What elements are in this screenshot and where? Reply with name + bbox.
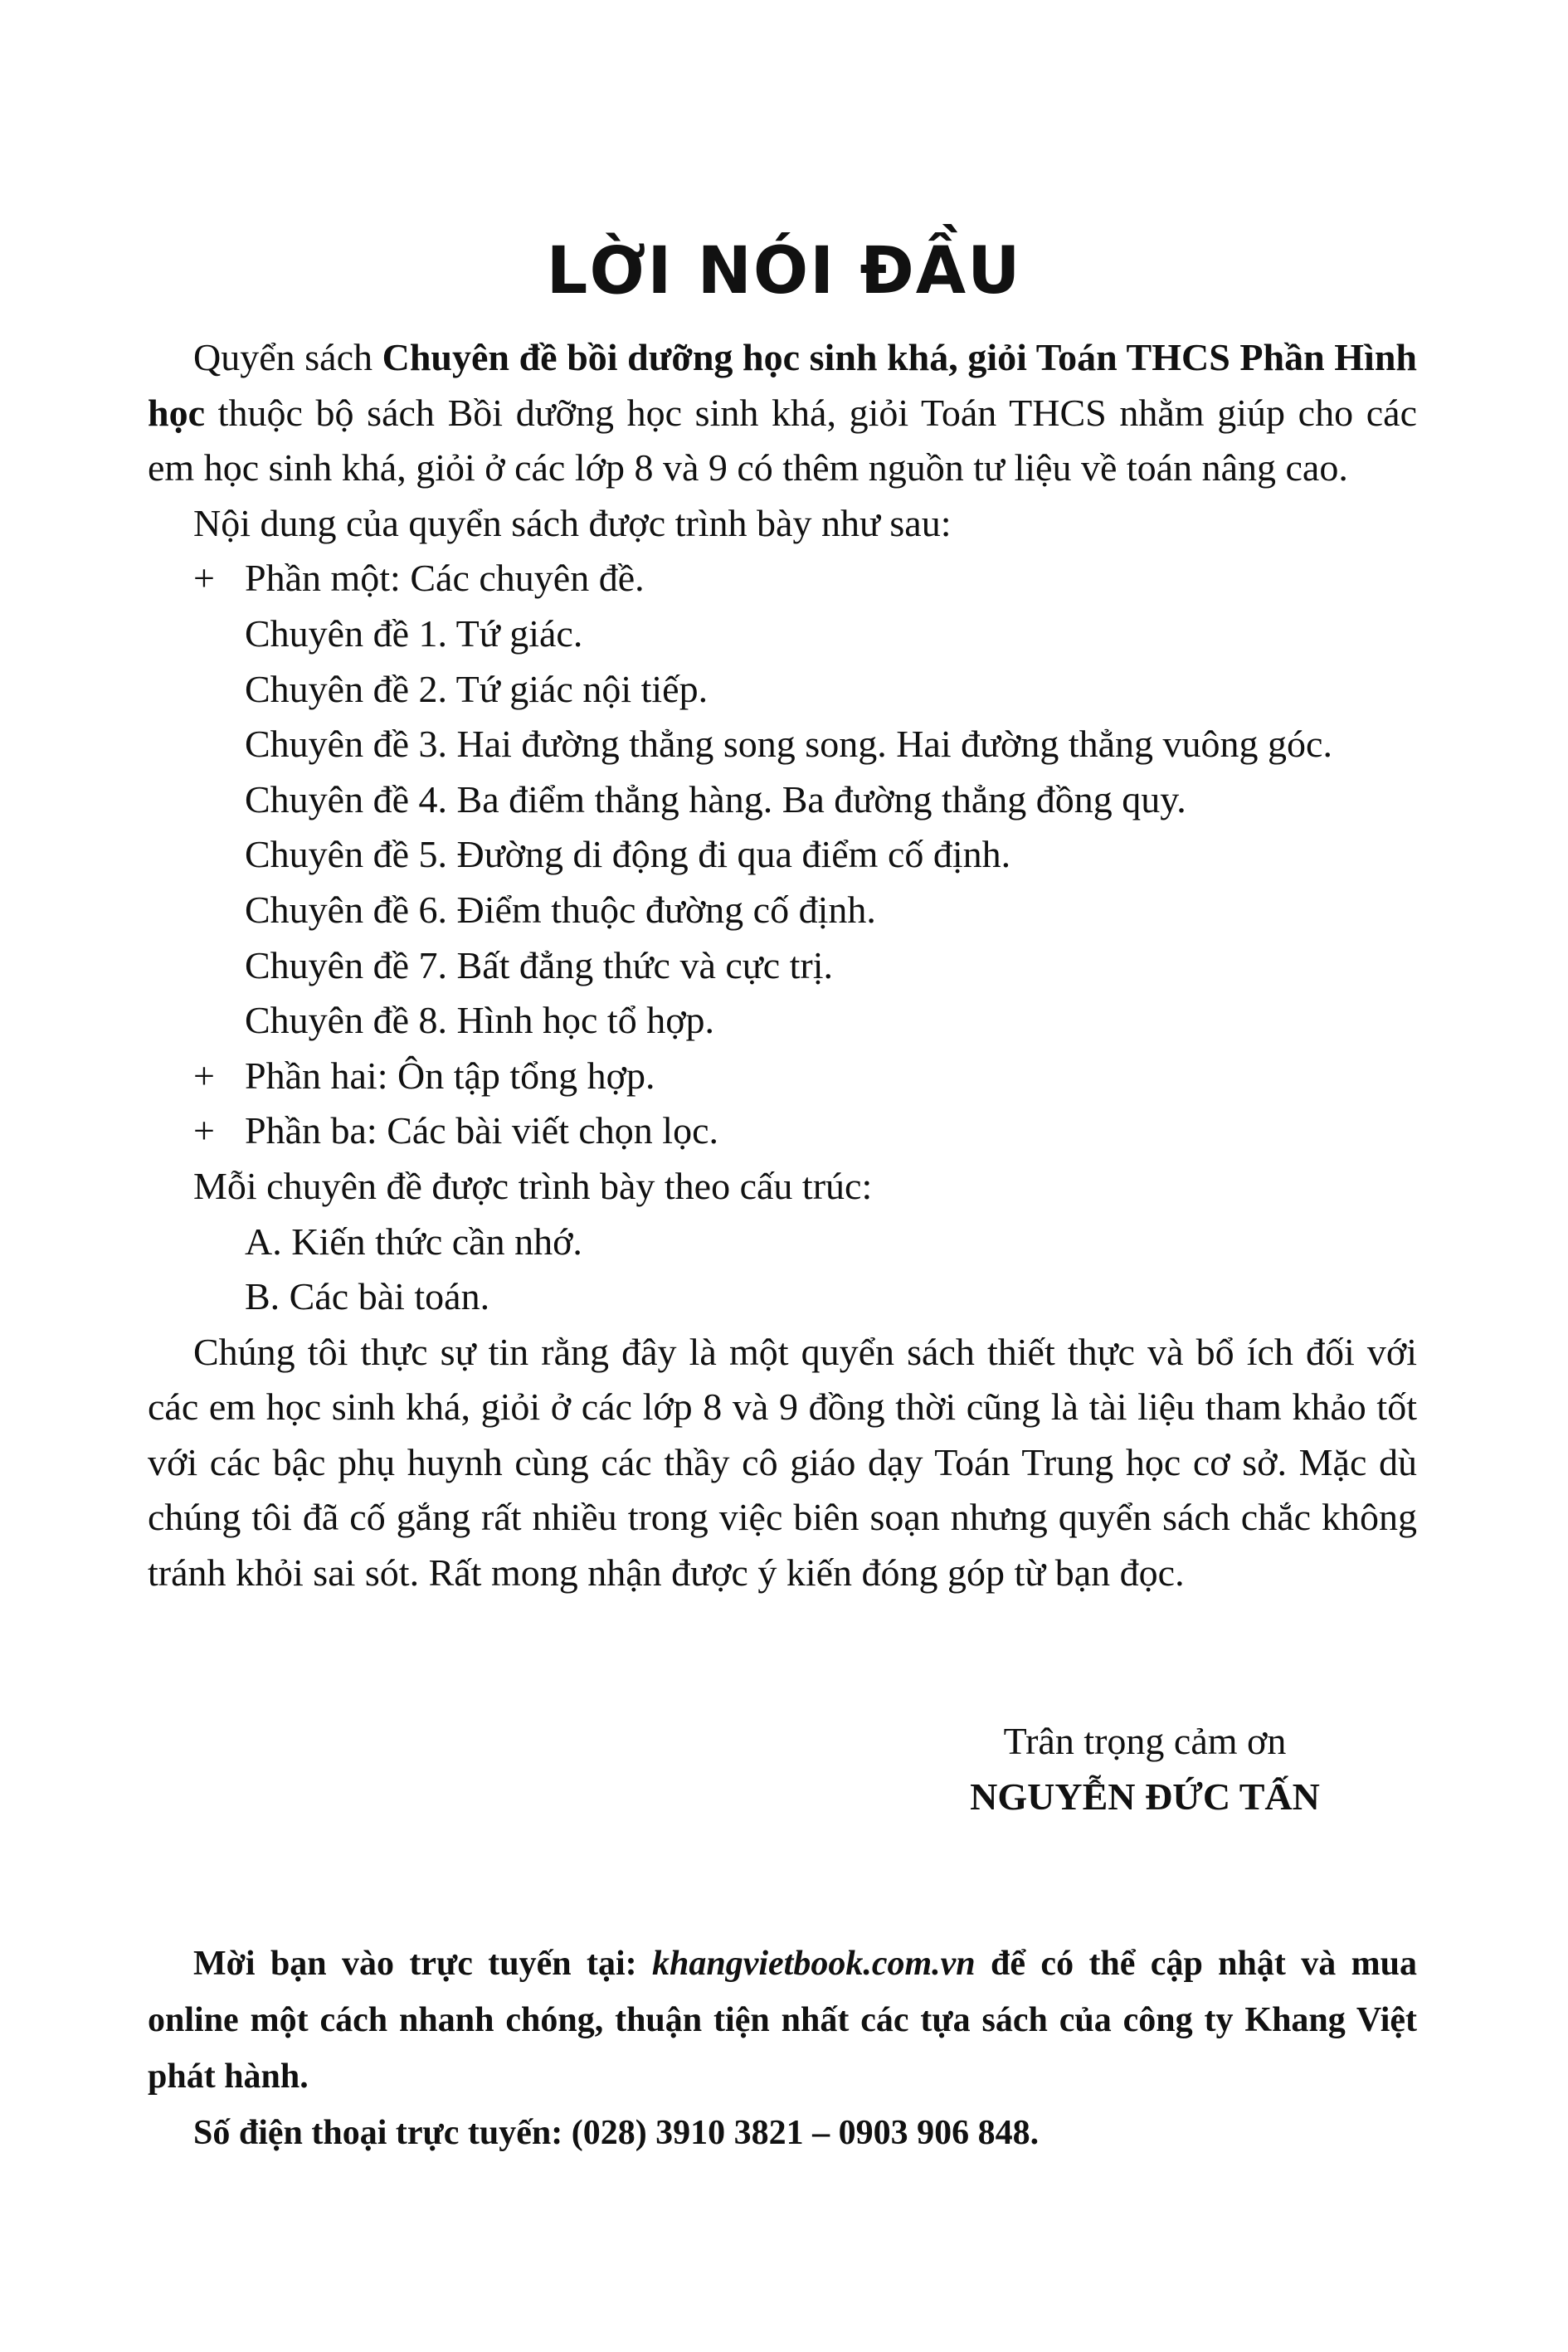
topic-item: Chuyên đề 7. Bất đẳng thức và cực trị. (245, 943, 834, 986)
part-one-item (148, 551, 1417, 606)
topic-item: Chuyên đề 3. Hai đường thẳng song song. Hai đường thẳng vuông góc. (245, 723, 1332, 766)
promo-prefix: Mời bạn vào trực tuyến tại: (193, 1945, 653, 1983)
structure-item: A. Kiến thức cần nhớ. (245, 1220, 582, 1263)
bullet-mark: + (193, 1109, 215, 1152)
topic-item: Chuyên đề 6. Điểm thuộc đường cố định. (245, 888, 876, 931)
part-two-label: Phần hai: Ôn tập tổng hợp. (245, 1054, 655, 1097)
topic-item: Chuyên đề 5. Đường di động đi qua điểm cố định. (245, 833, 1011, 876)
intro-prefix: Quyển sách (193, 336, 382, 378)
sign-off (913, 1714, 1377, 1824)
author-name-text: NGUYỄN ĐỨC TẤN (970, 1775, 1320, 1818)
thanks-line: Trân trọng cảm ơn (1003, 1720, 1287, 1762)
author-name (913, 1770, 1377, 1825)
topic-item: Chuyên đề 8. Hình học tổ hợp. (245, 999, 715, 1042)
intro-paragraph (148, 330, 1417, 496)
promo-suffix: để có thể cập nhật và mua online một cách nhanh chóng, thuận tiện nhất các tựa sách của công ty Khang Việt phát hành. (148, 1945, 1417, 2096)
bullet-mark: + (193, 1054, 215, 1097)
topic-item: Chuyên đề 4. Ba điểm thẳng hàng. Ba đường thẳng đồng quy. (245, 777, 1186, 821)
phone-line: Số điện thoại trực tuyến: (028) 3910 3821 – 0903 906 848. (193, 2114, 1040, 2152)
part-three-label: Phần ba: Các bài viết chọn lọc. (245, 1109, 719, 1152)
topic-item: Chuyên đề 2. Tứ giác nội tiếp. (245, 667, 709, 710)
promo-paragraph (148, 1936, 1417, 2105)
page-title: LỜI NÓI ĐẦU (546, 234, 1022, 309)
part-two-item (148, 1049, 1417, 1104)
topic-item: Chuyên đề 1. Tứ giác. (245, 611, 583, 655)
promo-block (148, 1936, 1417, 2161)
preface-body (148, 330, 1417, 1601)
structure-intro: Mỗi chuyên đề được trình bày theo cấu trúc: (193, 1164, 873, 1207)
book-title: Chuyên đề bồi dưỡng học sinh khá, giỏi Toán THCS Phần Hình học (148, 336, 1417, 434)
part-three-item (148, 1103, 1417, 1159)
intro-suffix: thuộc bộ sách Bồi dưỡng học sinh khá, giỏi Toán THCS nhằm giúp cho các em học sinh khá, giỏi ở các lớp 8 và 9 có thêm nguồn tư liệu về toán nâng cao. (148, 391, 1417, 489)
structure-item: B. Các bài toán. (245, 1275, 490, 1318)
part-one-label: Phần một: Các chuyên đề. (245, 557, 645, 600)
content-intro: Nội dung của quyển sách được trình bày như sau: (193, 501, 952, 544)
bullet-mark: + (193, 557, 215, 600)
website-link[interactable]: khangvietbook.com.vn (652, 1945, 976, 1983)
closing-paragraph: Chúng tôi thực sự tin rằng đây là một quyển sách thiết thực và bổ ích đối với các em học sinh khá, giỏi ở các lớp 8 và 9 đồng thời cũng là tài liệu tham khảo tốt với các bậc phụ huynh cùng các thầy cô giáo dạy Toán Trung học cơ sở. Mặc dù chúng tôi đã cố gắng rất nhiều trong việc biên soạn nhưng quyển sách chắc không tránh khỏi sai sót. Rất mong nhận được ý kiến đóng góp từ bạn đọc. (148, 1330, 1417, 1595)
